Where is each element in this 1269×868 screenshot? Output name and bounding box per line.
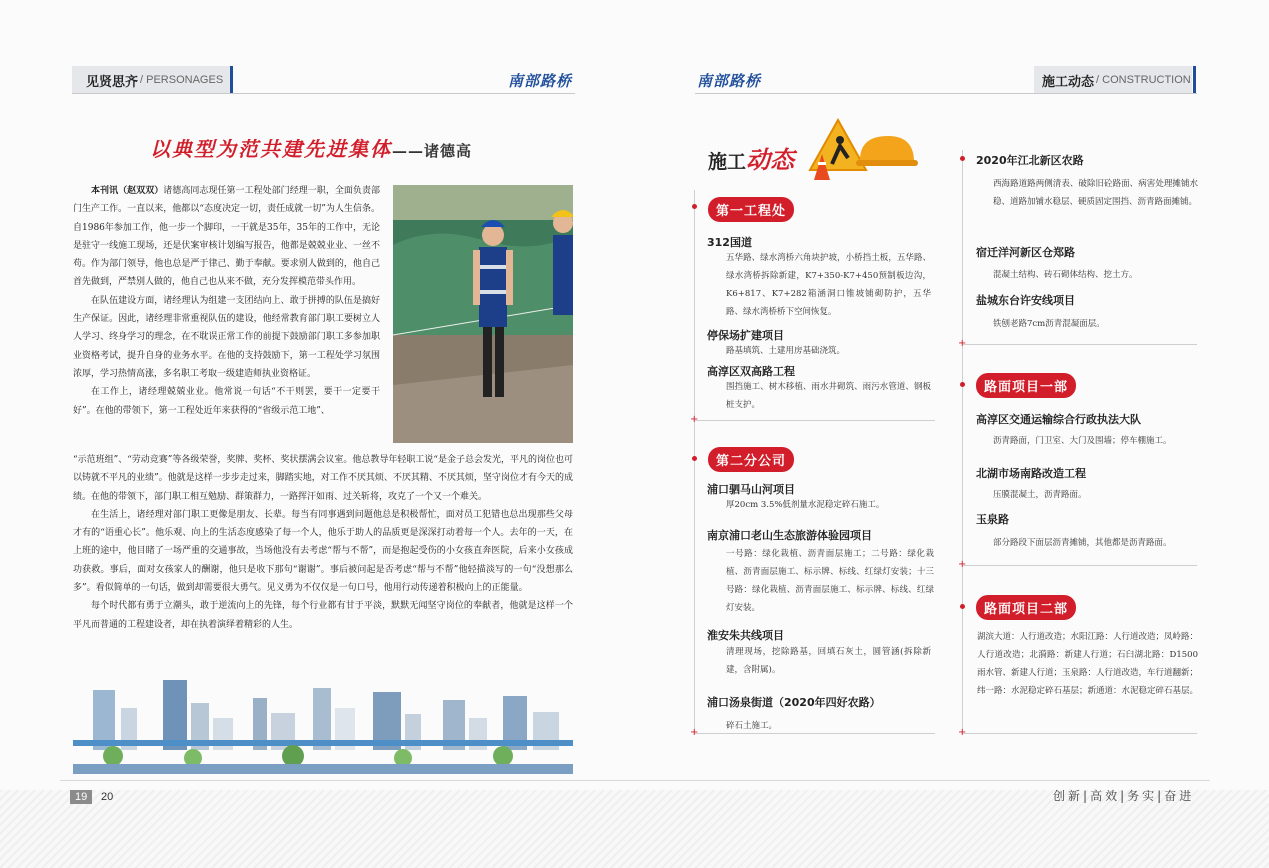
page-number-left: 19 — [70, 790, 92, 804]
section-marker — [692, 204, 697, 209]
item-title: 2020年江北新区农路 — [976, 154, 1084, 167]
dynamics-heading-a: 施工 — [708, 151, 747, 173]
section-tag-4: 路面项目一部 — [976, 373, 1076, 398]
item-title: 312国道 — [707, 236, 752, 249]
item-desc: 一号路：绿化栽植、沥青面层施工；二号路：绿化栽植、沥青面层施工、标示牌、标线、红绿灯安装；十三号路：绿化栽植、沥青面层施工、标示牌、标线、红绿灯安装。 — [726, 549, 934, 613]
section-marker — [692, 456, 697, 461]
rule-right-2 — [963, 565, 1197, 566]
right-header-rule — [695, 93, 1197, 94]
item-desc: 混凝土结构、砖石砌体结构、挖土方。 — [993, 270, 1138, 280]
article-paragraph-2: 在队伍建设方面，诸经理认为组建一支团结向上、敢于拼搏的队伍是搞好生产保证。因此，诸经理非常重视队伍的建设，他经常教育部门职工要树立人人学习、终身学习的理念，在不耽误正常工作的前提下鼓励部门职工多参加职业资格考试，提升自身的业务水平。在他的支持鼓励下，第一工程处学习氛围浓厚，学习热情高涨，多名职工考取一级建造师执业资格证。 — [73, 295, 380, 379]
plus-marker: + — [958, 559, 967, 570]
article-paragraph-4: 在生活上，诸经理对部门职工更像是朋友、长辈。每当有同事遇到问题他总是积极帮忙，面对员工犯错也总出现那些父母才有的“语重心长”。他乐观、向上的生活态度感染了每一个人，他乐于助人的品质更是深深打动着每一个人。去年的一天，在上班的途中，他目睹了一场严重的交通事故，当场他没有去考虑“帮与不帮”，而是抱起受伤的小女孩直奔医院，后来小女孩成功获救。事后，面对女孩家人的酬谢，他只是收下那句“谢谢”。事后被问起是否考虑“帮与不帮”他轻描淡写的一句“没想那么多”。看似简单的一句话，做到却需要很大勇气。见义勇为不仅仅是一句口号，他用行动传递着积极向上的正能量。 — [73, 509, 573, 594]
item-desc: 铁刨老路7cm沥青混凝面层。 — [993, 319, 1105, 329]
dynamics-heading-b: 动态 — [746, 145, 795, 174]
section-tag-1: 第一工程处 — [708, 197, 794, 222]
rule-right-3 — [963, 733, 1197, 734]
left-header-accent — [230, 66, 233, 94]
item-desc: 五华路、绿水湾桥六角块护坡，小桥挡土板，五华路、绿水湾桥拆除新建，K7+350-K7+450预制板边沟，K6+817、K7+282箱涵洞口锥坡铺砌防护，五华路、绿水湾桥桥下空间恢复。 — [726, 253, 931, 317]
item-title: 浦口驷马山河项目 — [707, 483, 795, 496]
article-paragraph-3a: 在工作上，诸经理兢兢业业。他常说一句话“不干则罢，要干一定要干好”。在他的带领下，第一工程处近年来获得的“省级示范工地”、 — [73, 387, 380, 416]
item-desc: 清理现场，挖除路基，回填石灰土，圆管涵(拆除新建，含附属)。 — [726, 647, 931, 675]
item-title: 高淳区双高路工程 — [707, 365, 795, 378]
plus-marker: + — [690, 414, 699, 425]
page-number-right: 20 — [101, 791, 114, 803]
construction-worker-icon — [808, 118, 918, 184]
article-body-top — [73, 182, 380, 420]
section-marker — [960, 382, 965, 387]
footer-slogan: 创新|高效|务实|奋进 — [1053, 789, 1195, 803]
section-tag-5: 路面项目二部 — [976, 595, 1076, 620]
section-marker — [960, 604, 965, 609]
plus-marker: + — [958, 338, 967, 349]
right-brand-logo: 南部路桥 — [697, 72, 762, 90]
item-desc: 湖滨大道：人行道改造；水阳江路：人行道改造；凤岭路：人行道改造；北漪路：新建人行道；石臼湖北路：D1500雨水管、新建人行道；玉泉路：人行道改造，车行道翻新；纬一路：水泥稳定碎石基层；新通道：水泥稳定碎石基层。 — [977, 632, 1199, 696]
right-header-box — [1034, 66, 1192, 94]
section-marker — [960, 156, 965, 161]
city-skyline-illustration — [73, 678, 573, 774]
item-title: 盐城东台许安线项目 — [976, 294, 1075, 307]
item-title: 淮安朱共线项目 — [707, 629, 784, 642]
photo-illustration — [393, 185, 573, 443]
left-brand-logo: 南部路桥 — [508, 72, 573, 90]
item-desc: 沥青路面，门卫室、大门及围墙；停车棚施工。 — [993, 436, 1172, 446]
right-header-title: 施工动态 — [1042, 74, 1095, 90]
plus-marker: + — [690, 727, 699, 738]
item-title: 玉泉路 — [976, 513, 1009, 526]
item-title: 浦口汤泉街道（2020年四好农路） — [707, 696, 881, 709]
item-desc: 路基填筑、土建用房基础浇筑。 — [726, 346, 846, 356]
left-header-box — [72, 66, 230, 94]
article-paragraph-1: 本刊讯（赵双双）诸德高同志现任第一工程处部门经理一职，全面负责部门生产工作。一直以来，他都以“态度决定一切，责任成就一切”为人生信条。自1986年参加工作，他一步一个脚印，一干就是35年，35年的工作中，无论是驻守一线施工现场，还是伏案审核计划编写报告，他都是兢兢业业、一丝不苟。作为部门领导，他也总是严于律己、勤于奉献。要求别人做到的，他自己首先做到，严禁别人做的，他自己也从来不做，充分发挥模范带头作用。 — [73, 186, 380, 288]
article-photo — [393, 185, 573, 443]
dynamics-heading — [708, 140, 794, 175]
article-lead-label: 本刊讯（赵双双） — [91, 186, 164, 196]
rule-right-1 — [963, 344, 1197, 345]
article-title-main: 以典型为范共建先进集体 — [150, 137, 392, 161]
left-header-title: 见贤思齐 — [86, 74, 139, 90]
item-title: 宿迁洋河新区仓郑路 — [976, 246, 1075, 259]
timeline-right — [962, 150, 963, 735]
item-desc: 部分路段下面层沥青摊铺，其他都是沥青路面。 — [993, 538, 1172, 548]
item-desc: 碎石土施工。 — [726, 721, 778, 731]
item-title: 高淳区交通运输综合行政执法大队 — [976, 413, 1141, 426]
plus-marker: + — [958, 727, 967, 738]
left-header-rule — [72, 93, 575, 94]
item-desc: 西海路道路两侧清表、破除旧砼路面、病害处理摊铺水稳、道路加铺水稳层、硬质固定围挡、沥青路面摊铺。 — [993, 179, 1198, 207]
right-header-en: / CONSTRUCTION — [1096, 74, 1191, 86]
left-header-en: / PERSONAGES — [140, 74, 224, 86]
article-paragraph-5: 每个时代都有勇于立潮头，敢于逆流向上的先锋，每个行业都有甘于平淡，默默无闻坚守岗位的奉献者，他就是这样一个平凡而普通的工程建设者，却在执着演绎着精彩的人生。 — [73, 601, 573, 630]
article-title — [150, 133, 472, 162]
item-desc: 围挡施工、树木移植、雨水井砌筑、雨污水管道、钢板桩支护。 — [726, 382, 931, 410]
rule-left-1 — [695, 420, 935, 421]
slogan-word-4: 奋进 — [1164, 789, 1195, 803]
item-title: 停保场扩建项目 — [707, 329, 784, 342]
article-body-bottom — [73, 451, 573, 634]
slogan-word-2: 高效 — [1090, 789, 1121, 803]
timeline-left — [694, 190, 695, 735]
footer-rule — [60, 780, 1210, 781]
right-header-accent — [1193, 66, 1196, 94]
article-paragraph-3b: “示范班组”、“劳动竞赛”等各级荣誉，奖牌、奖杯、奖状摆满会议室。他总教导年轻职工说“是金子总会发光，平凡的岗位也可以铸就不平凡的业绩”。他就是这样一步步走过来，脚踏实地，对工作不厌其烦、不厌其精、不厌其烦，坚守岗位才有今天的成绩。在他的带领下，部门职工相互勉励、群策群力，一路挥汗如雨、过关斩将，攻克了一个又一个难关。 — [73, 455, 574, 502]
section-tag-2: 第二分公司 — [708, 447, 794, 472]
item-title: 南京浦口老山生态旅游体验园项目 — [707, 529, 872, 542]
slogan-word-1: 创新 — [1053, 789, 1084, 803]
item-desc: 压膜混凝土，沥青路面。 — [993, 490, 1087, 500]
article-subtitle: ——诸德高 — [392, 142, 473, 160]
item-title: 北湖市场南路改造工程 — [976, 467, 1086, 480]
item-desc: 厚20cm 3.5%低剂量水泥稳定碎石施工。 — [726, 500, 885, 510]
slogan-word-3: 务实 — [1127, 789, 1158, 803]
